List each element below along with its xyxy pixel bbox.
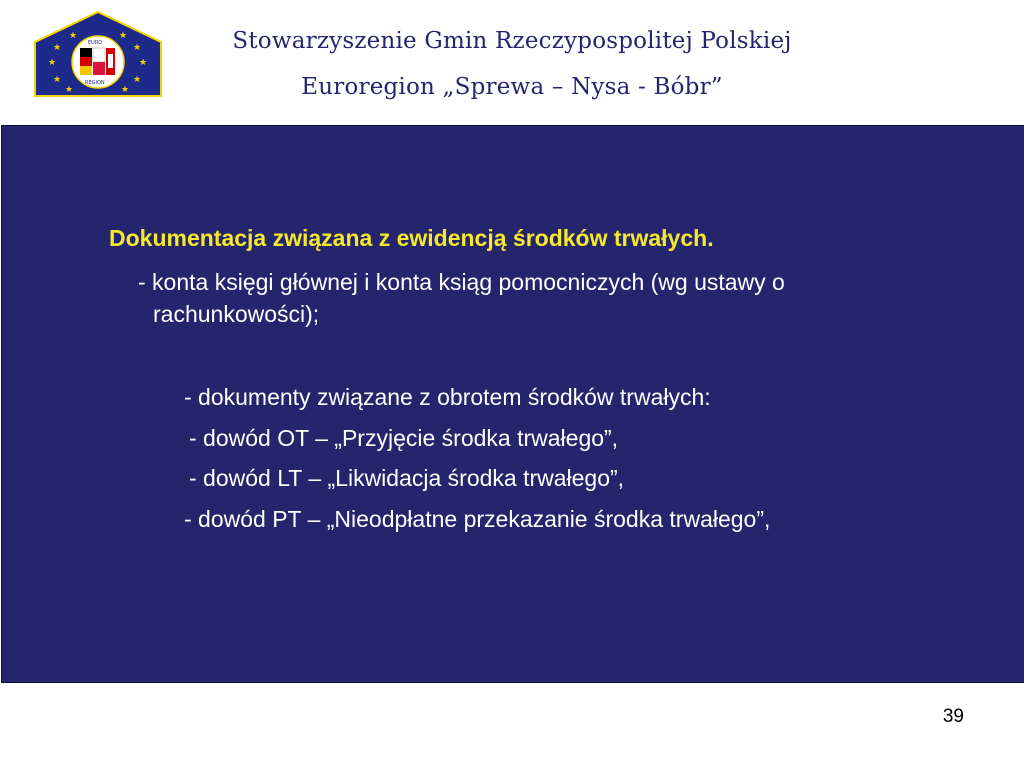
svg-text:★: ★ <box>65 85 74 95</box>
svg-text:★: ★ <box>121 85 130 95</box>
svg-text:★: ★ <box>139 58 148 68</box>
organization-title: Stowarzyszenie Gmin Rzeczypospolitej Polskiej <box>232 28 792 54</box>
svg-text:REGION: REGION <box>85 80 105 86</box>
euroregion-title: Euroregion „Sprewa – Nysa - Bóbr” <box>301 74 723 100</box>
list-item: - dokumenty związane z obrotem środków trwałych: <box>184 384 711 410</box>
list-item: - konta księgi głównej i konta ksiąg pomocniczych (wg ustawy o <box>138 269 785 295</box>
svg-text:★: ★ <box>53 43 62 53</box>
slide-header <box>0 0 1024 125</box>
list-item: - dowód PT – „Nieodpłatne przekazanie środka trwałego”, <box>184 506 771 532</box>
svg-text:★: ★ <box>48 58 57 68</box>
svg-text:★: ★ <box>133 43 142 53</box>
svg-text:★: ★ <box>119 31 128 41</box>
svg-text:★: ★ <box>133 75 142 85</box>
content-panel <box>1 125 1024 683</box>
page-number: 39 <box>942 706 964 727</box>
svg-text:★: ★ <box>53 75 62 85</box>
svg-text:EURO: EURO <box>88 40 103 46</box>
list-item: - dowód LT – „Likwidacja środka trwałego”, <box>189 465 625 491</box>
svg-text:★: ★ <box>69 31 78 41</box>
section-heading: Dokumentacja związana z ewidencją środków trwałych. <box>109 225 714 251</box>
list-item-continuation: rachunkowości); <box>153 301 320 327</box>
list-item: - dowód OT – „Przyjęcie środka trwałego”, <box>189 425 619 451</box>
